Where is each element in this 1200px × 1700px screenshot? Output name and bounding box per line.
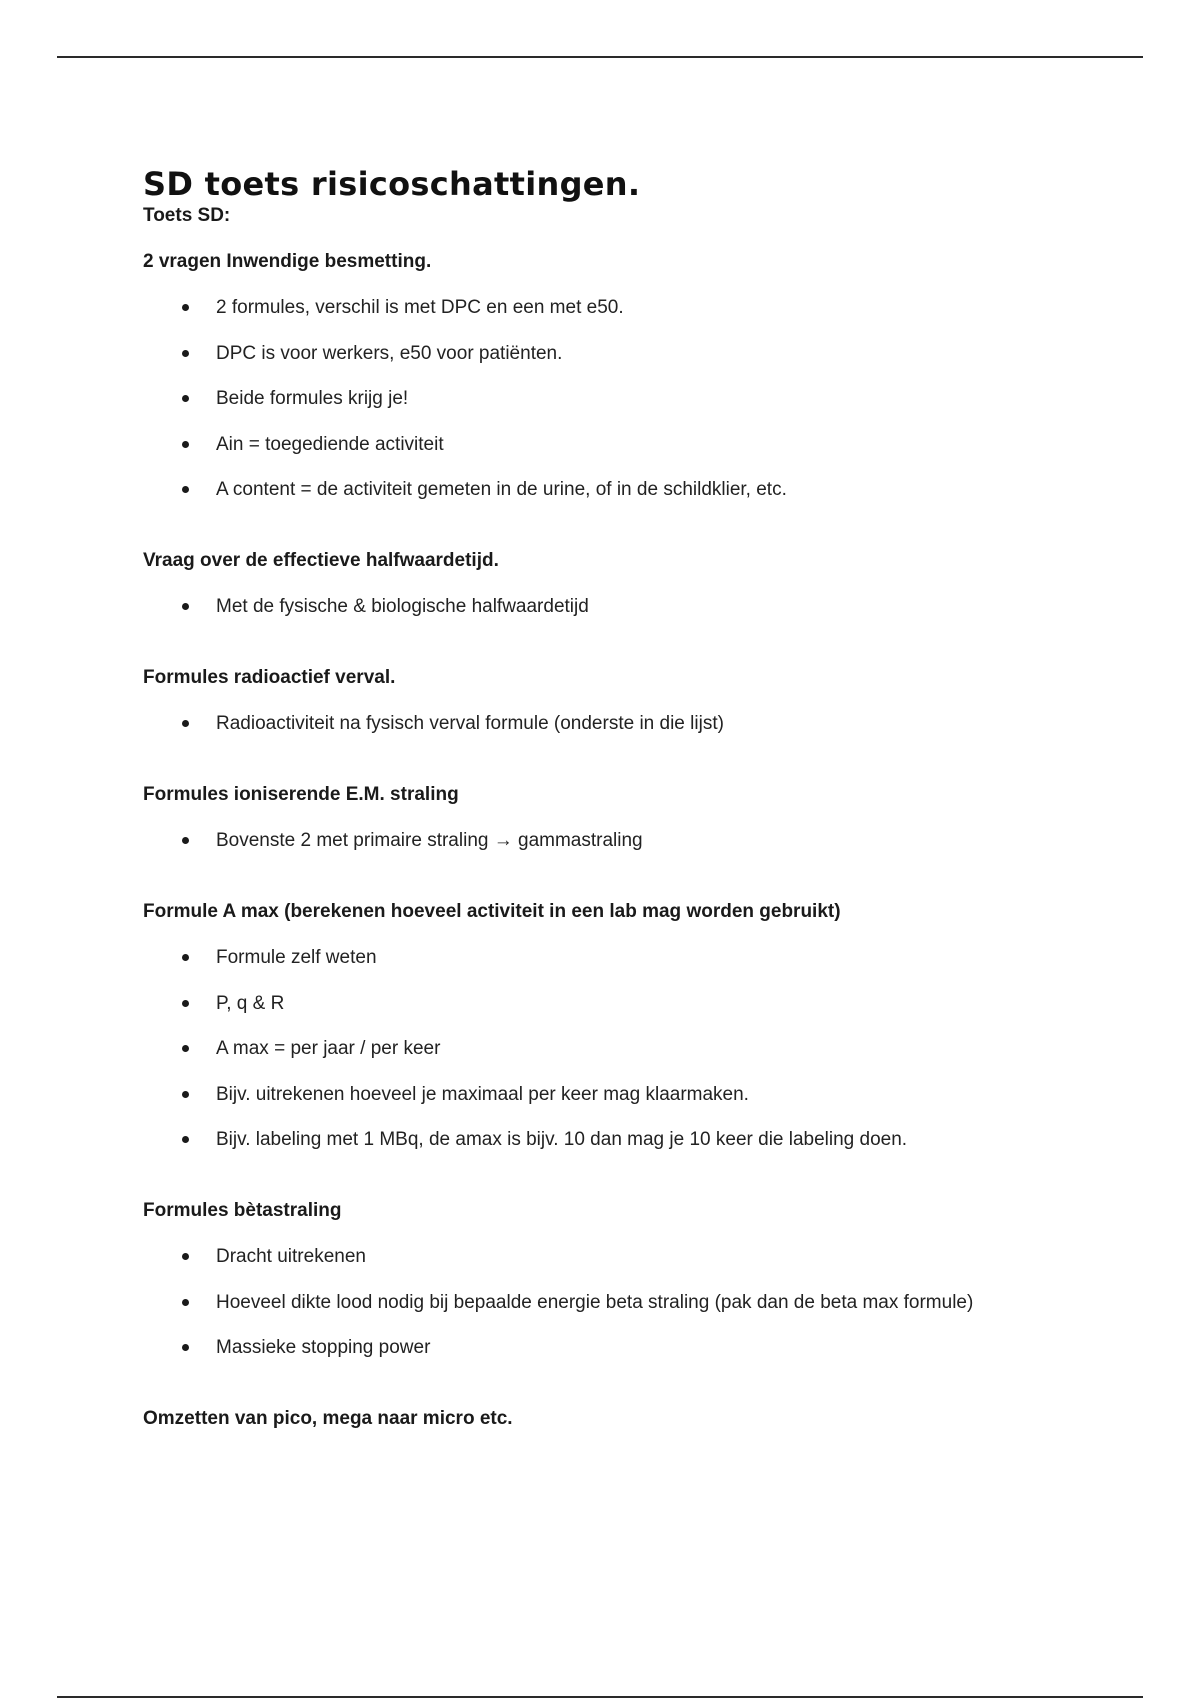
list-item <box>143 1290 1103 1316</box>
bullet-icon <box>182 1344 189 1351</box>
list-item <box>143 945 1103 971</box>
list-item <box>143 432 1103 458</box>
list-item-text: Beide formules krijg je! <box>216 388 409 409</box>
bullet-list <box>143 1244 1103 1361</box>
section-a-max <box>143 899 1103 1153</box>
bullet-list <box>143 711 1103 737</box>
bullet-icon <box>182 603 189 610</box>
bullet-icon <box>182 304 189 311</box>
list-item-text: Formule zelf weten <box>216 947 377 968</box>
list-item <box>143 828 1103 854</box>
list-item-text: DPC is voor werkers, e50 voor patiënten. <box>216 342 563 364</box>
section-heading: Formules radioactief verval. <box>143 667 396 688</box>
list-item <box>143 594 1103 620</box>
list-item-text: A content = de activiteit gemeten in de urine, of in de schildklier, etc. <box>216 479 787 500</box>
list-item-text: Bijv. uitrekenen hoeveel je maximaal per keer mag klaarmaken. <box>216 1083 749 1105</box>
bullet-icon <box>182 954 189 961</box>
section-inwendige-besmetting <box>143 249 1103 503</box>
bullet-icon <box>182 720 189 727</box>
bullet-icon <box>182 1000 189 1007</box>
bullet-list <box>143 945 1103 1153</box>
document-title: SD toets risicoschattingen. <box>143 165 641 203</box>
bullet-list <box>143 828 1103 854</box>
bullet-icon <box>182 837 189 844</box>
list-item <box>143 1036 1103 1062</box>
list-item <box>143 1082 1103 1108</box>
list-item-text: Massieke stopping power <box>216 1337 431 1358</box>
list-item-text: Radioactiviteit na fysisch verval formule (onderste in die lijst) <box>216 713 724 734</box>
bullet-icon <box>182 1136 189 1143</box>
bullet-icon <box>182 1091 189 1098</box>
section-betastraling <box>143 1198 1103 1361</box>
section-heading: Formule A max (berekenen hoeveel activiteit in een lab mag worden gebruikt) <box>143 901 841 922</box>
list-item <box>143 991 1103 1017</box>
list-item <box>143 711 1103 737</box>
bullet-list <box>143 594 1103 620</box>
section-radioactief-verval <box>143 665 1103 737</box>
section-omzetten <box>143 1406 1103 1432</box>
list-item <box>143 386 1103 412</box>
header-rule <box>57 56 1143 58</box>
bullet-icon <box>182 1299 189 1306</box>
list-item <box>143 341 1103 367</box>
list-item-text: Ain = toegediende activiteit <box>216 433 444 455</box>
document-subtitle: Toets SD: <box>143 205 231 226</box>
list-item-text: P, q & R <box>216 992 285 1014</box>
list-item-text: Dracht uitrekenen <box>216 1246 366 1267</box>
list-item-text: 2 formules, verschil is met DPC en een met e50. <box>216 297 624 318</box>
list-item <box>143 1127 1103 1153</box>
bullet-icon <box>182 441 189 448</box>
list-item <box>143 295 1103 321</box>
list-item-text: Hoeveel dikte lood nodig bij bepaalde energie beta straling (pak dan de beta max formule) <box>216 1291 974 1313</box>
list-item <box>143 1335 1103 1361</box>
bullet-icon <box>182 486 189 493</box>
list-item <box>143 1244 1103 1270</box>
bullet-icon <box>182 350 189 357</box>
list-item-text: A max = per jaar / per keer <box>216 1038 441 1059</box>
section-ioniserende-straling <box>143 782 1103 854</box>
bullet-icon <box>182 1253 189 1260</box>
section-effectieve-halfwaardetijd <box>143 548 1103 620</box>
section-heading: Omzetten van pico, mega naar micro etc. <box>143 1408 513 1429</box>
section-heading: Formules ioniserende E.M. straling <box>143 784 459 805</box>
section-heading: Vraag over de effectieve halfwaardetijd. <box>143 550 499 571</box>
bullet-icon <box>182 1045 189 1052</box>
list-item-text: Bijv. labeling met 1 MBq, de amax is bijv. 10 dan mag je 10 keer die labeling doen. <box>216 1129 908 1150</box>
list-item-text: Met de fysische & biologische halfwaardetijd <box>216 596 589 617</box>
section-heading: Formules bètastraling <box>143 1200 342 1221</box>
section-heading: 2 vragen Inwendige besmetting. <box>143 251 432 272</box>
document-body <box>143 165 1103 1452</box>
footer-rule <box>57 1696 1143 1698</box>
list-item-text: Bovenste 2 met primaire straling → gammastraling <box>216 830 643 851</box>
bullet-list <box>143 295 1103 503</box>
bullet-icon <box>182 395 189 402</box>
list-item <box>143 477 1103 503</box>
